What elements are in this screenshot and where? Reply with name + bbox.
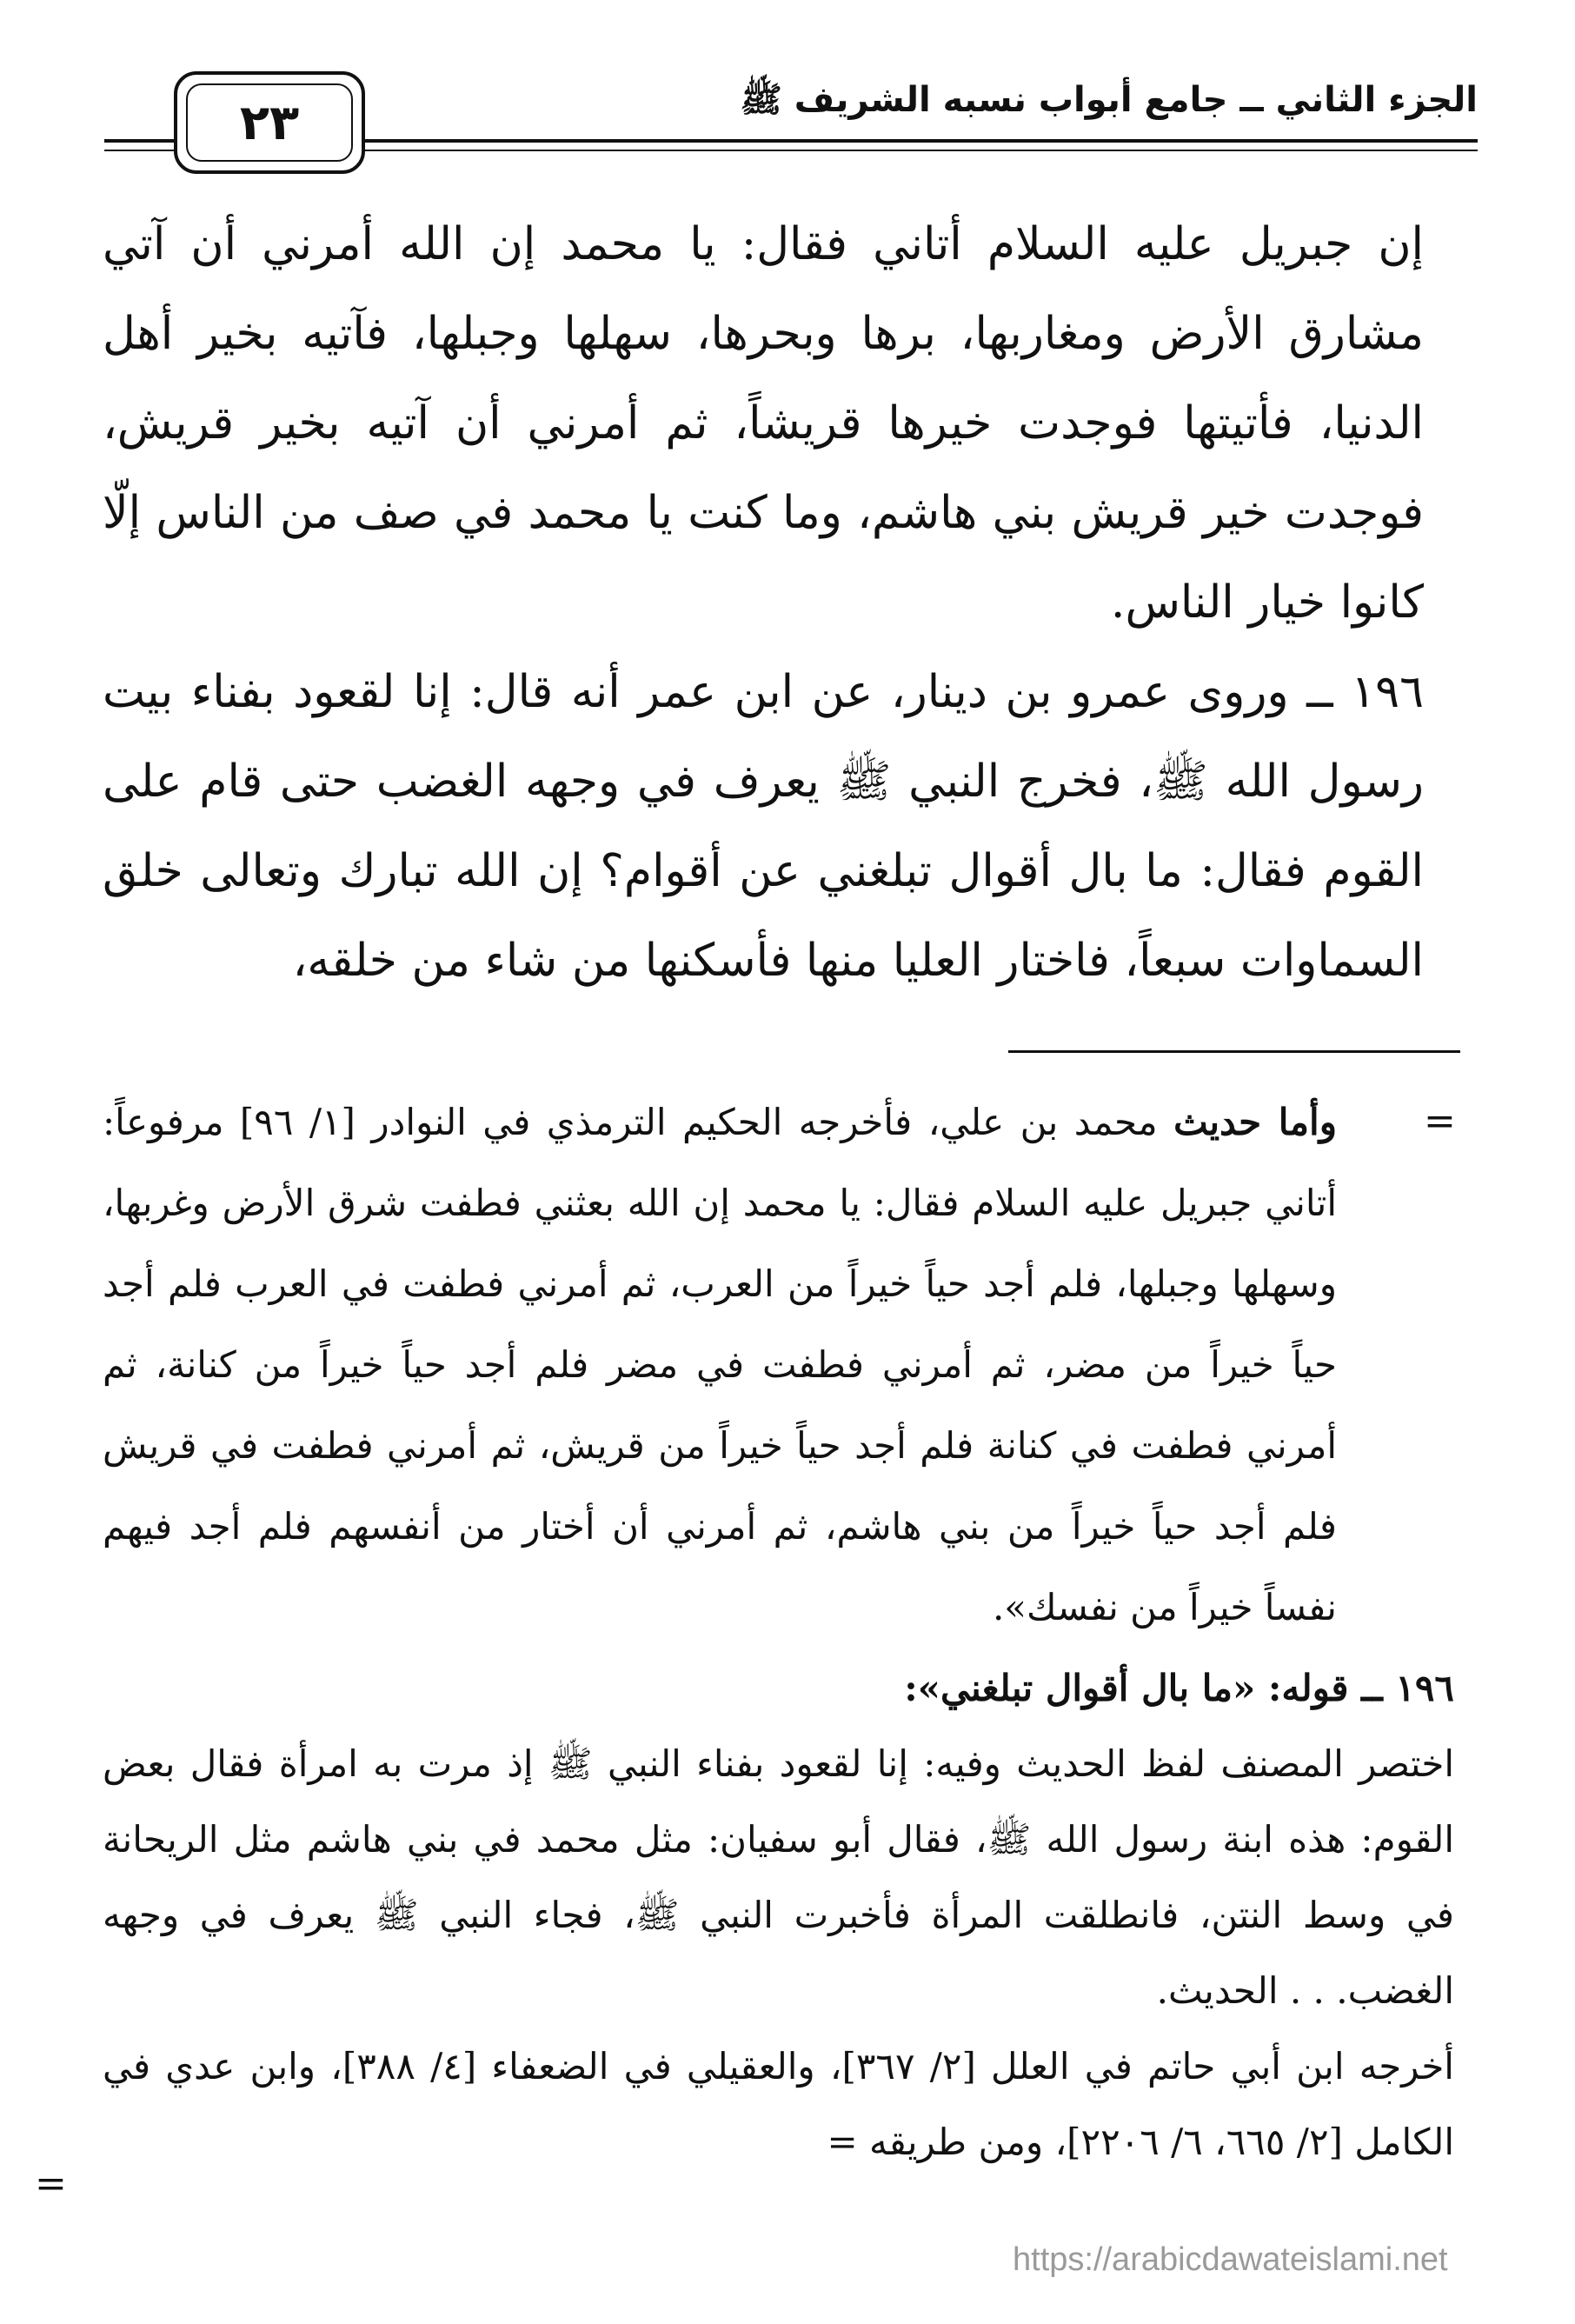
page-header <box>104 54 1478 158</box>
main-text <box>103 200 1424 1006</box>
continuation-mark-bottom: = <box>35 2161 67 2206</box>
commentary <box>103 1650 1454 2180</box>
footnote-lead: وأما حديث <box>1173 1101 1337 1143</box>
page-number: ٢٣ <box>186 83 353 162</box>
footnote-separator <box>1008 1050 1460 1053</box>
main-paragraph-1: إن جبريل عليه السلام أتاني فقال: يا محمد إن الله أمرني أن آتي مشارق الأرض ومغاربها، برها وبحرها، سهلها وجبلها، فآتيه بخير أهل الدنيا، فأتيتها فوجدت خيرها قريشاً، ثم أمرني أن آتيه بخير قريش، فوجدت خير قريش بني هاشم، وما كنت يا محمد في صف من الناس إلّا كانوا خيار الناس. <box>103 218 1424 629</box>
running-title: الجزء الثاني ــ جامع أبواب نسبه الشريف ﷺ <box>740 80 1478 120</box>
page-number-box <box>174 71 365 174</box>
main-paragraph-2: ١٩٦ ــ وروى عمرو بن دينار، عن ابن عمر أنه قال: إنا لقعود بفناء بيت رسول الله ﷺ، فخرج النبي ﷺ يعرف في وجهه الغضب حتى قام على القوم فقال: ما بال أقوال تبلغني عن أقوام؟ إن الله تبارك وتعالى خلق السماوات سبعاً، فاختار العليا منها فأسكنها من شاء من خلقه، <box>103 666 1424 987</box>
commentary-paragraph-1: اختصر المصنف لفظ الحديث وفيه: إنا لقعود بفناء النبي ﷺ إذ مرت به امرأة فقال بعض القوم: هذه ابنة رسول الله ﷺ، فقال أبو سفيان: مثل محمد في بني هاشم مثل الريحانة في وسط النتن، فانطلقت المرأة فأخبرت النبي ﷺ، فجاء النبي ﷺ يعرف في وجهه الغضب. . . الحديث. <box>103 1742 1454 2012</box>
commentary-heading: ١٩٦ ــ قوله: «ما بال أقوال تبلغني»: <box>904 1667 1454 1709</box>
continuation-mark: = <box>1424 1099 1456 1143</box>
footnote-text: محمد بن علي، فأخرجه الحكيم الترمذي في النوادر [١/ ٩٦] مرفوعاً: أتاني جبريل عليه السلام فقال: يا محمد إن الله بعثني فطفت شرق الأرض وغربها، وسهلها وجبلها، فلم أجد حياً خيراً من العرب، ثم أمرني فطفت في العرب فلم أجد حياً خيراً من مضر، ثم أمرني فطفت في مضر فلم أجد حياً خيراً من كنانة، ثم أمرني فطفت في كنانة فلم أجد حياً خيراً من قريش، ثم أمرني فطفت في قريش فلم أجد حياً خيراً من بني هاشم، ثم أمرني أن أختار من أنفسهم فلم أجد فيهم نفساً خيراً من نفسك». <box>103 1101 1337 1628</box>
footnote-paragraph <box>103 1082 1337 1648</box>
commentary-paragraph-2: أخرجه ابن أبي حاتم في العلل [٢/ ٣٦٧]، والعقيلي في الضعفاء [٤/ ٣٨٨]، وابن عدي في الكامل [٢/ ٦٦٥، ٦/ ٢٢٠٦]، ومن طريقه = <box>103 2045 1454 2163</box>
footnote <box>103 1082 1337 1648</box>
watermark-url: https://arabicdawateislami.net <box>1013 2241 1448 2278</box>
